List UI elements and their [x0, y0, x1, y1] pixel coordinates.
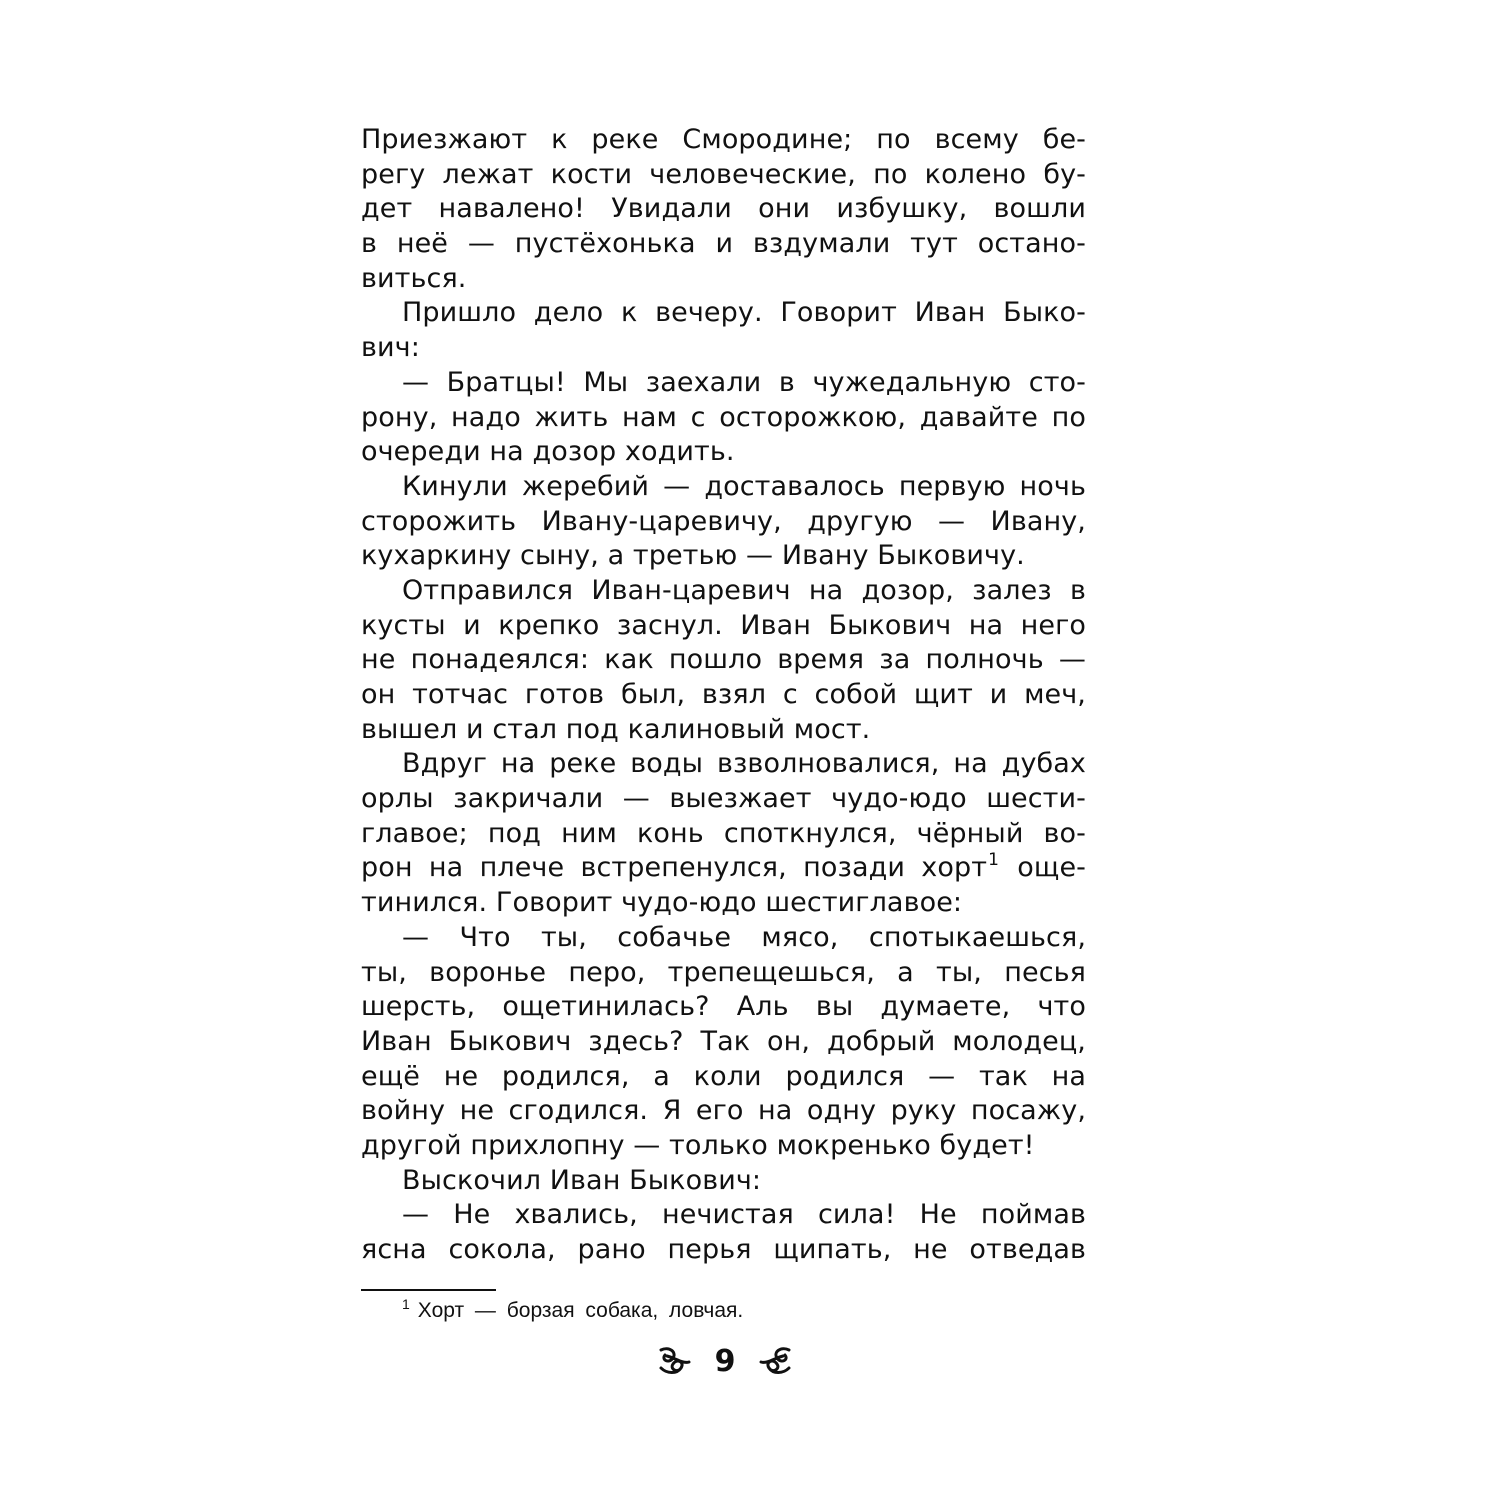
text-line: — Что ты, собачье мясо, спотыкаешься,	[402, 921, 1086, 953]
footnote-separator	[361, 1289, 496, 1291]
text-line: дет навалено! Увидали они избушку, вошли	[361, 193, 1086, 225]
text-line: тинился. Говорит чудо-юдо шестиглавое:	[361, 887, 963, 919]
text-line: войну не сгодился. Я его на одну руку посажу,	[361, 1095, 1086, 1127]
text-line: ещё не родился, а коли родился — так на	[361, 1060, 1086, 1092]
text-line: кусты и крепко заснул. Иван Быкович на него	[361, 609, 1086, 641]
text-line: орлы закричали — выезжает чудо-юдо шести-	[361, 783, 1086, 815]
text-line: Приезжают к реке Смородине; по всему бе-	[361, 124, 1086, 155]
text-line: ты, воронье перо, трепещешься, а ты, песья	[361, 956, 1086, 988]
footnote-text: Хорт — борзая собака, ловчая.	[417, 1299, 744, 1322]
text-line: — Не хвались, нечистая сила! Не поймав	[402, 1199, 1086, 1231]
text-line: очереди на дозор ходить.	[361, 436, 735, 468]
text-line: ясна сокола, рано перья щипать, не отведав	[361, 1234, 1086, 1265]
text-line: главое; под ним конь споткнулся, чёрный во-	[361, 817, 1086, 849]
text-line: кухаркину сыну, а третью — Ивану Быковичу.	[361, 540, 1025, 572]
text-line: — Братцы! Мы заехали в чужедальную сто-	[402, 366, 1086, 398]
text-line: Кинули жеребий — доставалось первую ночь	[402, 470, 1086, 502]
text-line	[361, 851, 1086, 886]
text-line: Выскочил Иван Быкович:	[402, 1164, 762, 1196]
text-line: виться.	[361, 262, 467, 294]
footnote-number: 1	[402, 1296, 410, 1312]
text-line: Пришло дело к вечеру. Говорит Иван Быко-	[402, 297, 1086, 329]
text-segment: рон на плече встрепенулся, позади хорт	[361, 852, 988, 884]
text-line: шерсть, ощетинилась? Аль вы думаете, что	[361, 991, 1086, 1023]
text-line: Отправился Иван-царевич на дозор, залез в	[402, 574, 1086, 606]
page-number-area	[655, 1340, 795, 1388]
footnote-reference: 1	[988, 850, 999, 871]
text-line: вышел и стал под калиновый мост.	[361, 713, 871, 745]
text-line: Вдруг на реке воды взволновалися, на дубах	[402, 748, 1086, 780]
text-line: рону, надо жить нам с осторожкою, давайте по	[361, 401, 1086, 433]
text-line: сторожить Ивану-царевичу, другую — Ивану,	[361, 505, 1086, 537]
left-ornament-icon	[655, 1344, 695, 1380]
text-line: в неё — пустёхонька и вздумали тут остано-	[361, 228, 1086, 260]
page-number: 9	[714, 1344, 736, 1379]
text-segment: още-	[1001, 852, 1086, 884]
text-line: Иван Быкович здесь? Так он, добрый молодец,	[361, 1025, 1086, 1057]
text-line: он тотчас готов был, взял с собой щит и меч,	[361, 679, 1086, 710]
text-line: другой прихлопну — только мокренько будет!	[361, 1129, 1035, 1161]
text-line: вич:	[361, 332, 420, 364]
body-text	[361, 123, 1086, 1268]
footnote	[402, 1296, 743, 1327]
text-line: регу лежат кости человеческие, по колено бу-	[361, 158, 1086, 190]
right-ornament-icon	[755, 1344, 795, 1380]
text-line: не понадеялся: как пошло время за полночь —	[361, 644, 1086, 676]
